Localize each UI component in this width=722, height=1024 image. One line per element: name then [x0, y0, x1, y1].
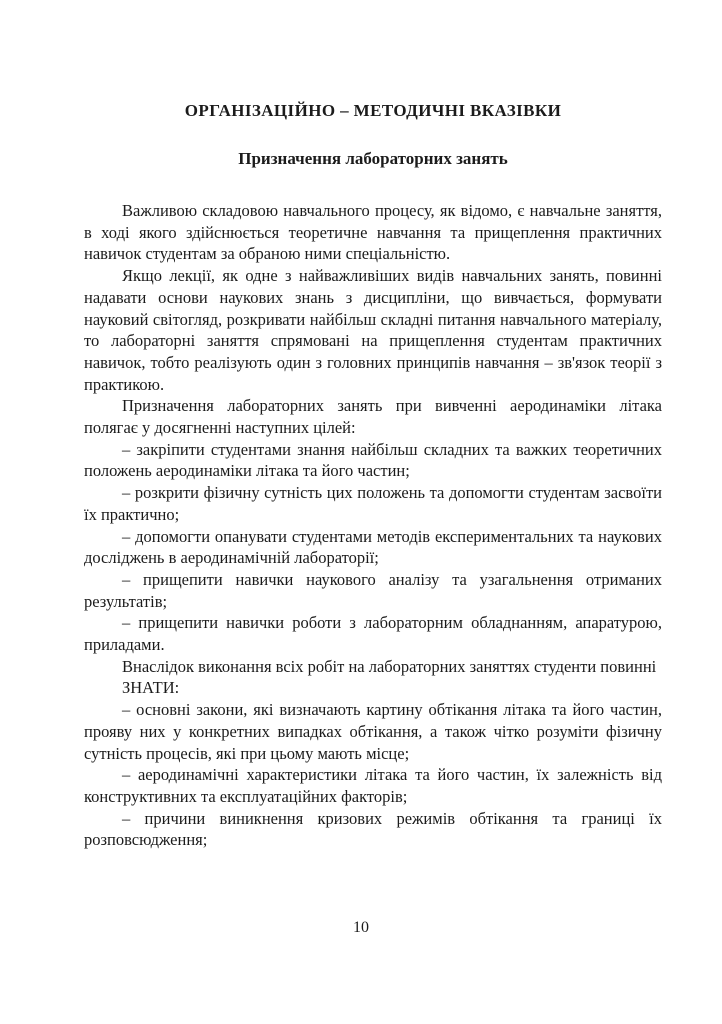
list-item: – допомогти опанувати студентами методів експериментальних та наукових досліджень в аеродинамічній лабораторії; [84, 526, 662, 568]
page-number: 10 [353, 919, 369, 936]
list-item: – основні закони, які визначають картину обтікання літака та його частин, прояву них у конкретних випадках обтікання, а також чітко розуміти фізичну сутність процесів, які при цьому мають місце; [84, 700, 662, 763]
list-item: – прищепити навички роботи з лабораторним обладнанням, апаратурою, приладами. [84, 613, 662, 655]
page-title: ОРГАНІЗАЦІЙНО – МЕТОДИЧНІ ВКАЗІВКИ [184, 101, 562, 120]
paragraph: Важливою складовою навчального процесу, як відомо, є навчальне заняття, в ході якого здійснюється теоретичне навчання та прищеплення практичних навичок студентам за обраною ними спеціальністю. [84, 201, 662, 264]
list-item: – прищепити навички наукового аналізу та узагальнення отриманих результатів; [84, 569, 662, 611]
body-text [84, 200, 662, 851]
paragraph: Якщо лекції, як одне з найважливіших видів навчальних занять, повинні надавати основи наукових знань з дисципліни, що вивчається, формувати науковий світогляд, розкривати найбільш складні питання навчального матеріалу, то лабораторні заняття спрямовані на прищеплення студентам практичних навичок, тобто реалізують один з головних принципів навчання – зв'язок теорії з практикою. [84, 266, 662, 394]
list-item: – аеродинамічні характеристики літака та його частин, їх залежність від конструктивних та експлуатаційних факторів; [84, 765, 662, 806]
list-item: – закріпити студентами знання найбільш складних та важких теоретичних положень аеродинаміки літака та його частин; [84, 439, 662, 481]
paragraph: ЗНАТИ: [122, 678, 180, 698]
section-subtitle: Призначення лабораторних занять [238, 149, 508, 168]
list-item: – причини виникнення кризових режимів обтікання та границі їх розповсюдження; [84, 808, 662, 850]
paragraph: Призначення лабораторних занять при вивченні аеродинаміки літака полягає у досягненні наступних цілей: [84, 396, 662, 438]
page-content [84, 100, 662, 851]
paragraph: Внаслідок виконання всіх робіт на лабораторних заняттях студенти повинні [122, 656, 657, 676]
list-item: – розкрити фізичну сутність цих положень та допомогти студентам засвоїти їх практично; [84, 483, 662, 524]
